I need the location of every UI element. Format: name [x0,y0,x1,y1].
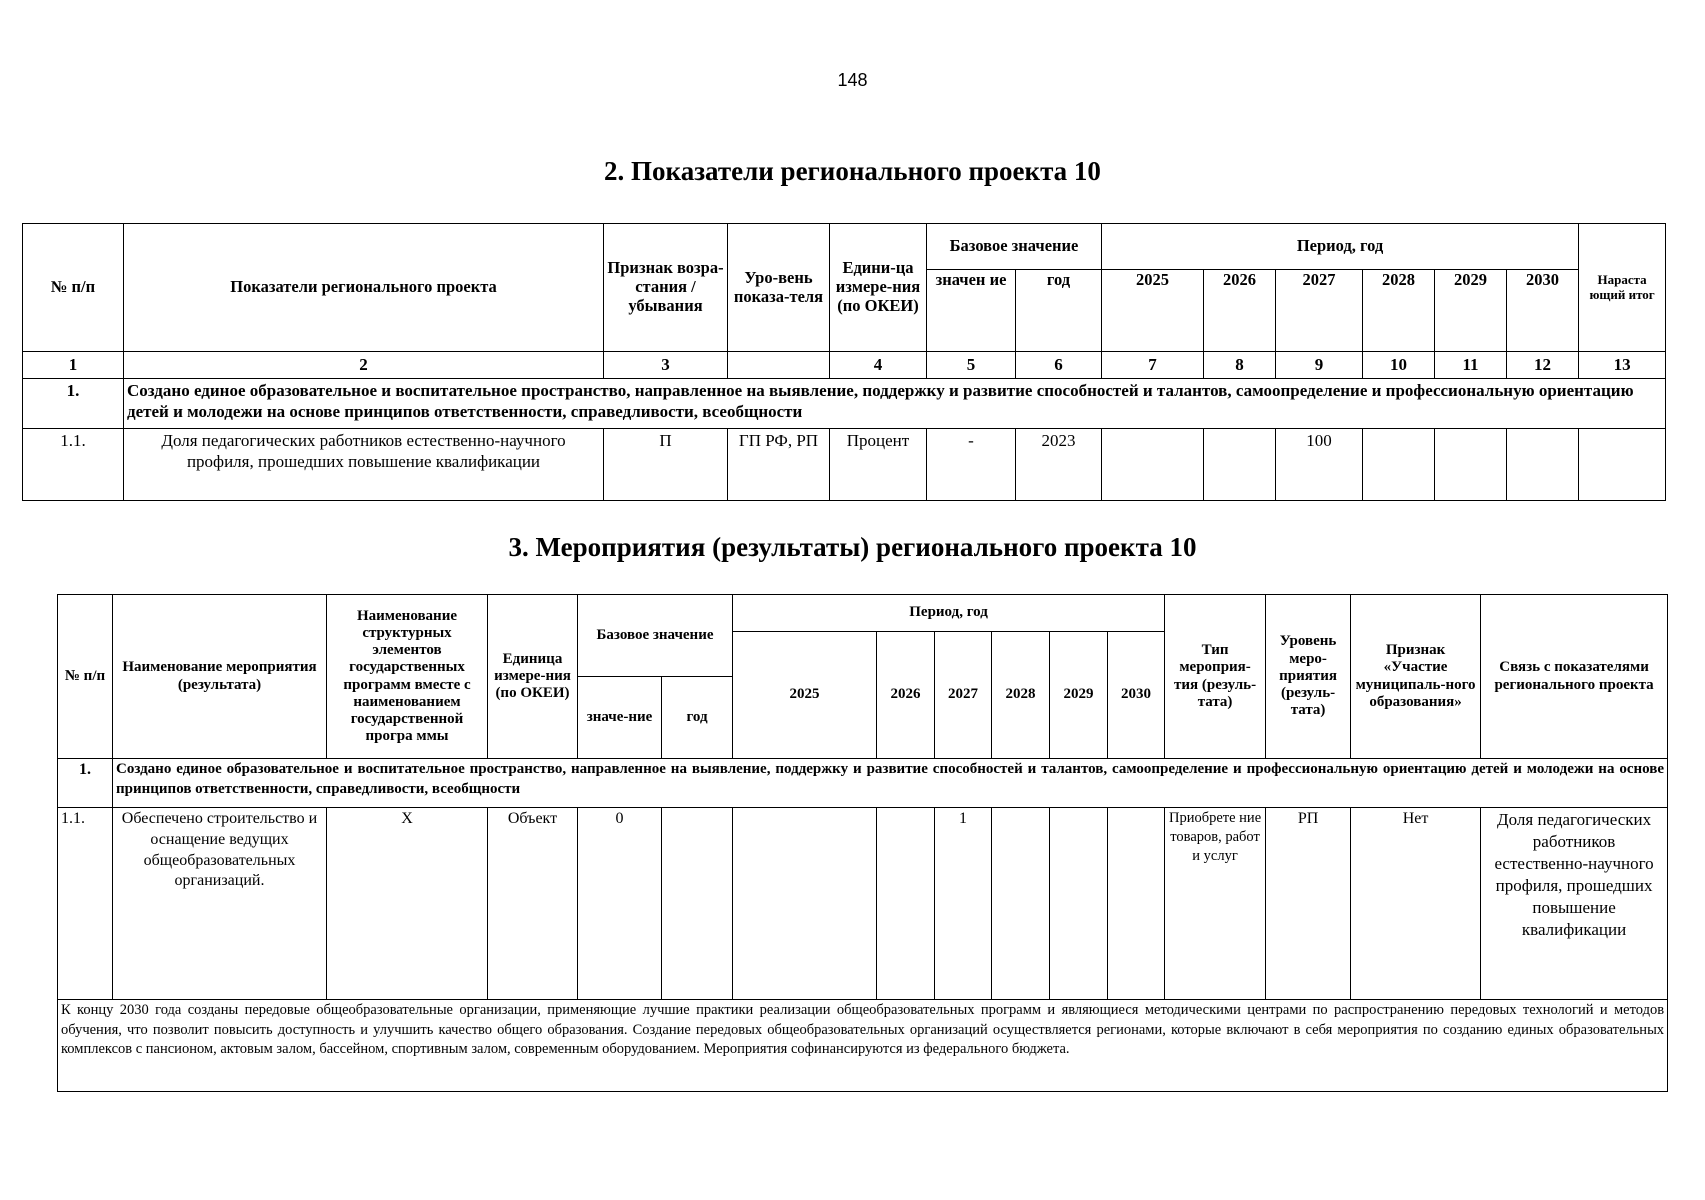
col-year-2030-header: 2030 [1507,270,1579,352]
col-year-2025-header: 2025 [733,632,877,759]
col-period-header: Период, год [1102,224,1579,270]
col-base-value-header: значе-ние [578,677,662,759]
col-number: 12 [1507,352,1579,379]
row-year-2026 [877,808,935,1000]
col-indicator-header: Показатели регионального проекта [124,224,604,352]
col-level-header: Уровень меро-приятия (резуль-тата) [1266,595,1351,759]
note-text: К концу 2030 года созданы передовые общеобразовательные организации, применяющие лучшие практики реализации общеобразовательных программ и являющиеся методическими центрами по распространению передовых технологий и методов обучения, что позволит повысить доступность и улучшить качество общего образования. Создание передовых общеобразовательных организаций осуществляется регионами, которые включают в себя мероприятия по созданию единых образовательных комплексов с пансионом, актовым залом, бассейном, спортивным залом, современным оборудованием. Мероприятия софинансируются из федерального бюджета. [58,1000,1668,1092]
col-unit-header: Единица измере-ния (по ОКЕИ) [488,595,578,759]
row-year-2025 [1102,429,1204,501]
row-name: Обеспечено строительство и оснащение ведущих общеобразовательных организаций. [113,808,327,1000]
col-link-header: Связь с показателями регионального проекта [1481,595,1668,759]
row-num: 1.1. [58,808,113,1000]
row-type: Приобрете ние товаров, работ и услуг [1165,808,1266,1000]
activities-table [57,594,1668,1092]
section-row-text: Создано единое образовательное и воспитательное пространство, направленное на выявление, поддержку и развитие способностей и талантов, самоопределение и профессиональную ориентацию детей и молодежи на основе принципов ответственности, справедливости, всеобщности [124,379,1666,429]
row-level: РП [1266,808,1351,1000]
col-year-2026-header: 2026 [1204,270,1276,352]
col-year-2029-header: 2029 [1050,632,1108,759]
col-number: 5 [927,352,1016,379]
indicators-table [22,223,1666,501]
col-number: 10 [1363,352,1435,379]
col-number [728,352,830,379]
col-year-2028-header: 2028 [1363,270,1435,352]
col-number: 8 [1204,352,1276,379]
row-year-2029 [1435,429,1507,501]
col-number: 4 [830,352,927,379]
row-structural: X [327,808,488,1000]
row-unit: Объект [488,808,578,1000]
row-base-year [662,808,733,1000]
col-number: 9 [1276,352,1363,379]
row-year-2027: 1 [935,808,992,1000]
col-base-header: Базовое значение [927,224,1102,270]
col-base-year-header: год [1016,270,1102,352]
row-year-2026 [1204,429,1276,501]
row-year-2028 [1363,429,1435,501]
row-year-2025 [733,808,877,1000]
col-number: 7 [1102,352,1204,379]
col-year-2027-header: 2027 [1276,270,1363,352]
col-name-header: Наименование мероприятия (результата) [113,595,327,759]
row-year-2028 [992,808,1050,1000]
page-number: 148 [837,70,868,90]
col-num-header: № п/п [23,224,124,352]
section-row-num: 1. [23,379,124,429]
col-num-header: № п/п [58,595,113,759]
row-year-2030 [1108,808,1165,1000]
row-cumulative [1579,429,1666,501]
row-year-2030 [1507,429,1579,501]
row-base-value: 0 [578,808,662,1000]
col-period-header: Период, год [733,595,1165,632]
col-year-2029-header: 2029 [1435,270,1507,352]
section-row-num: 1. [58,759,113,808]
col-base-value-header: значен ие [927,270,1016,352]
section-2-title: 2. Показатели регионального проекта 10 [604,156,1101,186]
col-unit-header: Едини-ца измере-ния (по ОКЕИ) [830,224,927,352]
col-number: 3 [604,352,728,379]
col-number: 2 [124,352,604,379]
col-year-2026-header: 2026 [877,632,935,759]
row-base-year: 2023 [1016,429,1102,501]
col-number: 1 [23,352,124,379]
col-year-2027-header: 2027 [935,632,992,759]
row-base-value: - [927,429,1016,501]
col-structural-header: Наименование структурных элементов государственных программ вместе с наименованием государственной програ ммы [327,595,488,759]
col-year-2025-header: 2025 [1102,270,1204,352]
row-num: 1.1. [23,429,124,501]
col-number: 6 [1016,352,1102,379]
col-number: 11 [1435,352,1507,379]
col-municipal-header: Признак «Участие муниципаль-ного образования» [1351,595,1481,759]
col-level-header: Уро-вень показа-теля [728,224,830,352]
row-link: Доля педагогических работников естественно-научного профиля, прошедших повышение квалификации [1481,808,1668,1000]
section-3-title: 3. Мероприятия (результаты) регионального проекта 10 [508,532,1197,562]
col-number: 13 [1579,352,1666,379]
col-type-header: Тип мероприя-тия (резуль-тата) [1165,595,1266,759]
col-year-2028-header: 2028 [992,632,1050,759]
row-sign: П [604,429,728,501]
col-year-2030-header: 2030 [1108,632,1165,759]
col-cumulative-header: Нараста ющий итог [1579,224,1666,352]
row-level: ГП РФ, РП [728,429,830,501]
col-base-header: Базовое значение [578,595,733,677]
row-year-2029 [1050,808,1108,1000]
row-year-2027: 100 [1276,429,1363,501]
col-sign-header: Признак возра-стания / убывания [604,224,728,352]
section-row-text: Создано единое образовательное и воспитательное пространство, направленное на выявление, поддержку и развитие способностей и талантов, самоопределение и профессиональную ориентацию детей и молодежи на основе принципов ответственности, справедливости, всеобщности [113,759,1668,808]
row-indicator: Доля педагогических работников естественно-научного профиля, прошедших повышение квалификации [124,429,604,501]
row-municipal: Нет [1351,808,1481,1000]
col-base-year-header: год [662,677,733,759]
row-unit: Процент [830,429,927,501]
